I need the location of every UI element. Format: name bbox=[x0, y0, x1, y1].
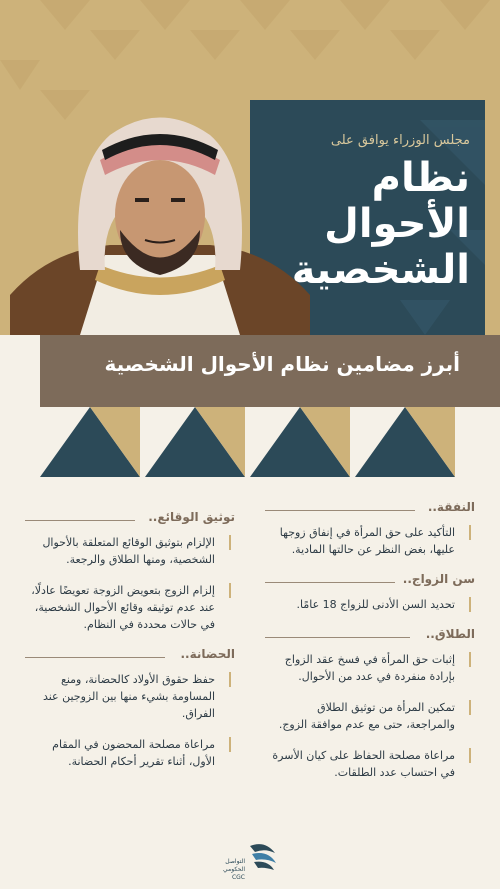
list-item: مراعاة مصلحة الحفاظ على كيان الأسرة في احتساب عدد الطلقات. bbox=[265, 747, 475, 781]
logo-text: التواصل الحكومي CGC bbox=[223, 858, 245, 881]
title-line-3: الشخصية bbox=[291, 247, 470, 293]
hero-section bbox=[0, 0, 500, 335]
list-item: مراعاة مصلحة المحضون في المقام الأول، أثناء تقرير أحكام الحضانة. bbox=[25, 736, 235, 770]
section-heading-nafaqa: النفقة.. bbox=[265, 500, 475, 518]
title-line-2: الأحوال bbox=[324, 201, 470, 247]
list-item: تحديد السن الأدنى للزواج 18 عامًا. bbox=[265, 596, 475, 613]
list-item: إثبات حق المرأة في فسخ عقد الزواج بإرادة منفردة في عدد من الأحوال. bbox=[265, 651, 475, 685]
title-line-1: نظام bbox=[371, 155, 470, 201]
banner-title: أبرز مضامين نظام الأحوال الشخصية bbox=[104, 352, 460, 376]
section-heading-divorce: الطلاق.. bbox=[265, 627, 475, 645]
header-subtitle: مجلس الوزراء يوافق على bbox=[330, 133, 470, 148]
list-item: إلزام الزوج بتعويض الزوجة تعويضًا عادلًا، عند عدم توثيقه وقائع الأحوال الشخصية، في حالات محددة في النظام. bbox=[25, 582, 235, 633]
list-item: الإلزام بتوثيق الوقائع المتعلقة بالأحوال الشخصية، ومنها الطلاق والرجعة. bbox=[25, 534, 235, 568]
section-heading-custody: الحضانة.. bbox=[25, 647, 235, 665]
list-item: التأكيد على حق المرأة في إنفاق زوجها عليها، بغض النظر عن حالتها المادية. bbox=[265, 524, 475, 558]
page-title bbox=[250, 155, 470, 293]
section-heading-marriage-age: سن الزواج.. bbox=[265, 572, 475, 590]
section-heading-documentation: توثيق الوقائع.. bbox=[25, 510, 235, 528]
right-column bbox=[265, 500, 475, 795]
list-item: حفظ حقوق الأولاد كالحضانة، ومنع المساومة بشيء منها بين الزوجين عند الفراق. bbox=[25, 671, 235, 722]
list-item: تمكين المرأة من توثيق الطلاق والمراجعة، حتى مع عدم موافقة الزوج. bbox=[265, 699, 475, 733]
triangle-divider bbox=[0, 407, 500, 477]
left-column bbox=[25, 510, 235, 784]
